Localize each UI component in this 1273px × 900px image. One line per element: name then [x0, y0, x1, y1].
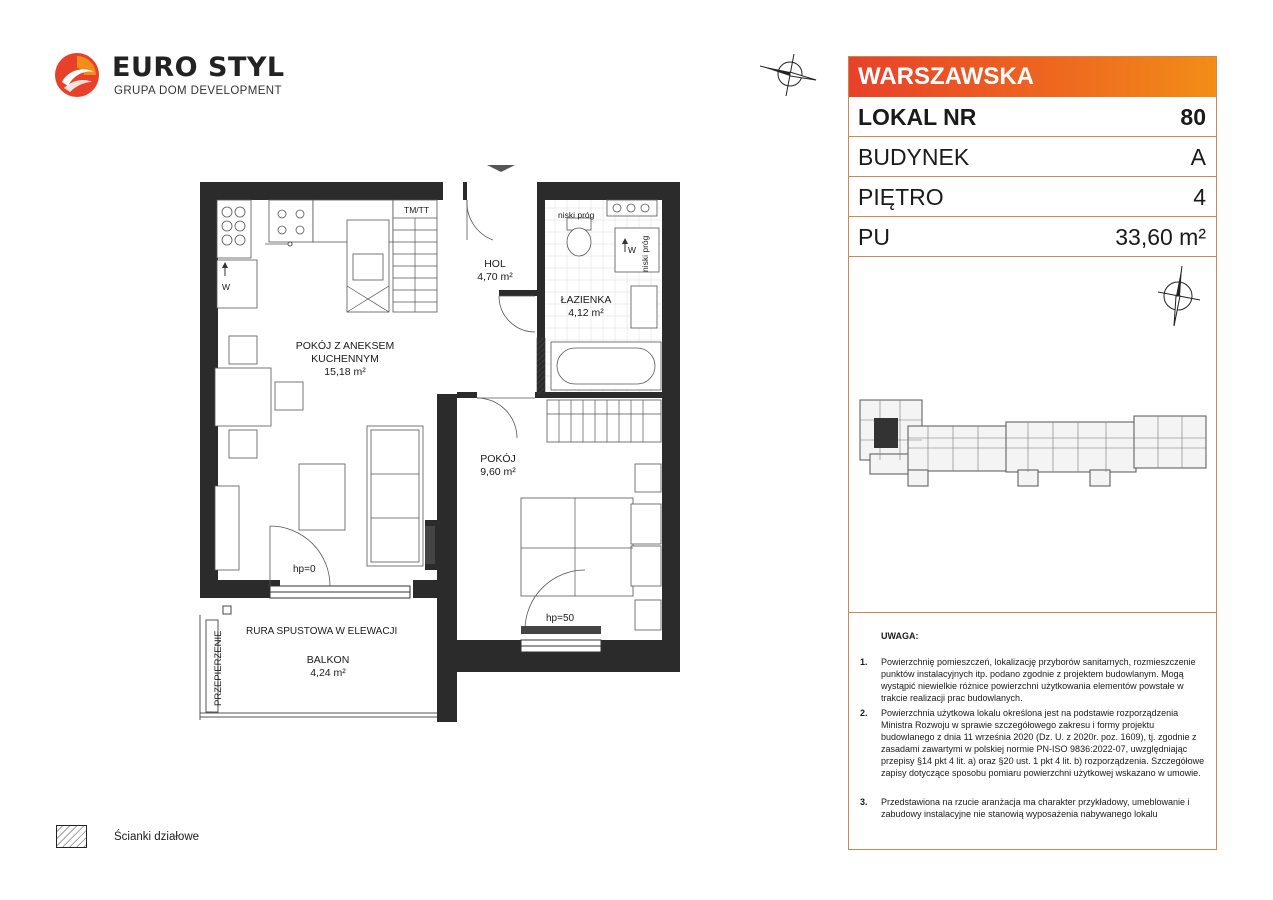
note-text: Przedstawiona na rzucie aranżacja ma charakter przykładowy, umeblowanie i zabudowy instalacyjne nie stanowią wyposażenia nabywanego lokalu	[881, 797, 1190, 819]
row-value: A	[1190, 144, 1206, 170]
room-balkon	[296, 654, 360, 680]
legend-label: Ścianki działowe	[114, 831, 200, 843]
room-area: 4,12 m²	[568, 307, 604, 319]
note-item	[860, 796, 1210, 820]
notes-divider	[849, 612, 1216, 614]
note-item	[860, 656, 1210, 704]
room-name: ŁAZIENKA	[560, 294, 612, 306]
row-budynek	[849, 137, 1216, 177]
note-text: Powierzchnia użytkowa lokalu określona jest na podstawie rozporządzenia Ministra Rozwoju w sprawie szczegółowego zakresu i formy projektu budowlanego z dnia 11 września 2020 (Dz. U. z 2020r. poz. 1609), tj. zgodnie z zasadami zawartymi w polskiej normie PN-ISO 9836:2022-07, uwzględniając przepisy §14 pkt 4 lit. a) oraz §20 ust. 1 pkt 4 lit. b) rozporządzenia. Szczegółowe zapisy dotyczące sposobu pomiaru powierzchni użytkowej wskazano w umowie.	[881, 708, 1205, 778]
compass-icon	[756, 50, 820, 100]
brand-name: EURO STYL	[112, 52, 285, 83]
note-number: 3.	[860, 797, 868, 807]
building-key-plan	[858, 396, 1208, 491]
room-area: 15,18 m²	[324, 366, 366, 378]
row-pu	[849, 217, 1216, 257]
investment-name: WARSZAWSKA	[849, 57, 1216, 97]
niski-prog-label: niski próg	[640, 235, 650, 272]
room-area: 4,70 m²	[477, 271, 513, 283]
note-item	[860, 707, 1210, 779]
room-area: 4,24 m²	[310, 667, 346, 679]
tmtt-label: TM/TT	[404, 205, 430, 215]
przepierzenie-label: PRZEPIERZENIE	[213, 630, 224, 706]
room-area: 9,60 m²	[480, 466, 516, 478]
row-label: PIĘTRO	[858, 184, 944, 210]
row-label: PU	[858, 224, 890, 250]
room-lazienka	[548, 294, 624, 320]
compass-icon	[1150, 264, 1206, 328]
window-w-label: W	[628, 245, 637, 255]
room-name: POKÓJ Z ANEKSEM	[295, 340, 395, 352]
room-name-2: KUCHENNYM	[311, 353, 379, 365]
hp50-label: hp=50	[546, 613, 575, 624]
niski-prog-label: niski próg	[558, 210, 595, 220]
room-pokoj-z-aneksem	[290, 340, 400, 379]
room-name: BALKON	[306, 654, 350, 666]
row-value: 4	[1193, 184, 1206, 210]
row-value: 80	[1180, 104, 1206, 130]
row-label: LOKAL NR	[858, 104, 977, 130]
euro-styl-logo-icon	[54, 52, 100, 98]
floor-plan	[195, 160, 685, 722]
row-pietro	[849, 177, 1216, 217]
room-hol	[470, 258, 520, 284]
note-number: 1.	[860, 657, 868, 667]
room-name: POKÓJ	[480, 453, 516, 465]
rura-spustowa-label: RURA SPUSTOWA W ELEWACJI	[246, 626, 398, 637]
row-value: 33,60 m²	[1115, 224, 1206, 250]
note-text: Powierzchnię pomieszczeń, lokalizację przyborów sanitarnych, rozmieszczenie punktów instalacyjnych itp. podano zgodnie z projektem budowlanym. Mogą wystąpić niewielkie różnice powierzchni użytkowania elementów powstałe w trakcie realizacji prac budowlanych.	[881, 657, 1196, 703]
notes-title: UWAGA:	[881, 631, 919, 641]
brand-subtitle: GRUPA DOM DEVELOPMENT	[114, 85, 282, 97]
row-label: BUDYNEK	[858, 144, 970, 170]
hp0-label: hp=0	[293, 564, 316, 575]
partition-wall-hatch-icon	[56, 825, 87, 848]
room-pokoj	[470, 453, 526, 479]
room-name: HOL	[484, 258, 506, 270]
row-lokal	[849, 97, 1216, 137]
window-w-label: W	[222, 282, 231, 292]
note-number: 2.	[860, 708, 868, 718]
